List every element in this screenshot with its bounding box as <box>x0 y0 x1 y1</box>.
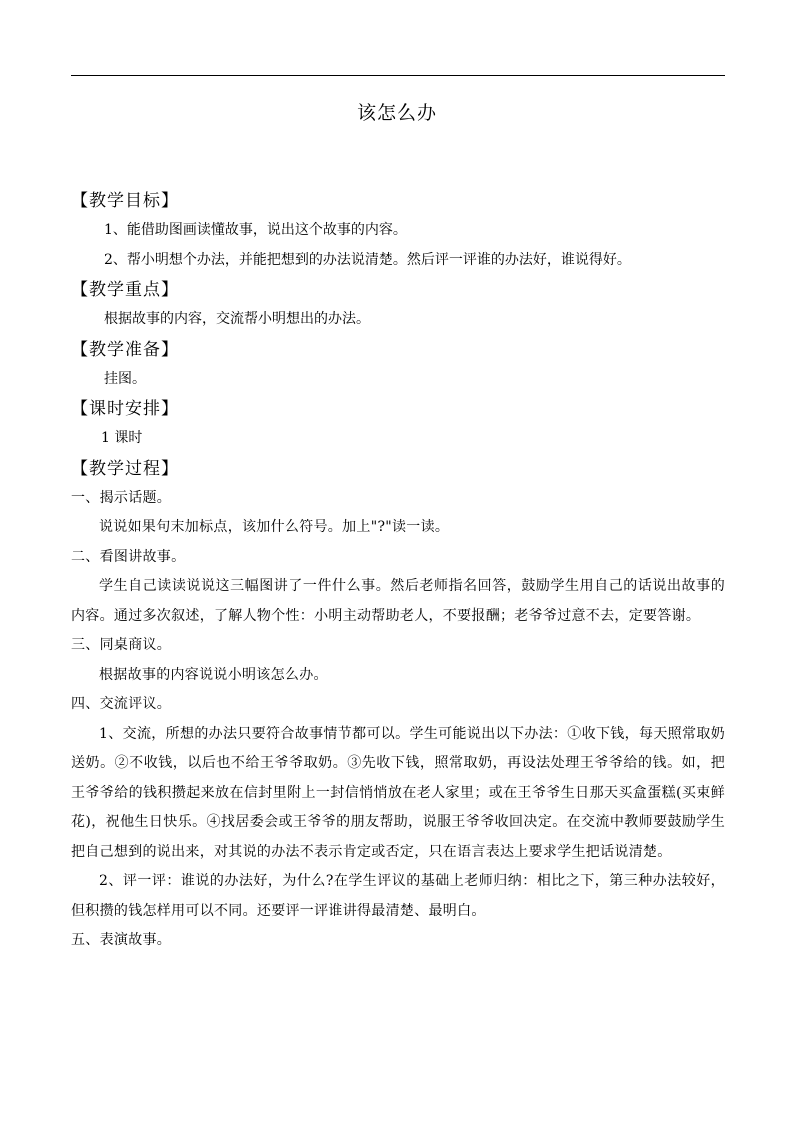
step-title: 五、表演故事。 <box>71 932 172 948</box>
step-text: 1、交流，所想的办法只要符合故事情节都可以。学生可能说出以下办法：①收下钱，每天照常取奶送奶。②不收钱，以后也不给王爷爷取奶。③先收下钱，照常取奶，再设法处理王爷爷给的钱。如，把王爷爷给的钱积攒起来放在信封里附上一封信悄悄放在老人家里；或在王爷爷生日那天买盒蛋糕(买束鲜花)，祝他生日快乐。④找居委会或王爷爷的朋友帮助，说服王爷爷收回决定。在交流中教师要鼓励学生把自己想到的说出来，对其说的办法不表示肯定或否定，只在语言表达上要求学生把话说清楚。 <box>71 725 725 860</box>
step-title: 一、揭示话题。 <box>71 489 172 506</box>
section-heading-key-points: 【教学重点】 <box>71 280 179 300</box>
step-text: 说说如果句末加标点，该加什么符号。加上"?"读一读。 <box>99 519 450 535</box>
section-heading-preparation: 【教学准备】 <box>71 339 179 360</box>
schedule-text: 1 课时 <box>101 430 143 446</box>
step-text: 根据故事的内容说说小明该怎么办。 <box>99 666 328 683</box>
step-title: 三、同桌商议。 <box>71 637 172 653</box>
step-text: 学生自己读读说说这三幅图讲了一件什么事。然后老师指名回答，鼓励学生用自己的话说出故事的内容。通过多次叙述，了解人物个性：小明主动帮助老人，不要报酬；老爷爷过意不去，定要答谢。 <box>71 578 725 624</box>
step-title: 四、交流评议。 <box>71 696 172 712</box>
document-title: 该怎么办 <box>356 102 437 124</box>
preparation-text: 挂图。 <box>104 370 146 387</box>
section-heading-process: 【教学过程】 <box>71 458 179 479</box>
header-rule <box>71 75 725 76</box>
section-heading-schedule: 【课时安排】 <box>71 399 179 419</box>
document-body <box>71 186 725 956</box>
objective-item: 2、帮小明想个办法，并能把想到的办法说清楚。然后评一评谁的办法好，谁说得好。 <box>104 251 631 268</box>
step-text: 2、评一评：谁说的办法好，为什么?在学生评议的基础上老师归纳：相比之下，第三种办法较好，但积攒的钱怎样用可以不同。还要评一评谁讲得最清楚、最明白。 <box>71 873 725 919</box>
step-title: 二、看图讲故事。 <box>71 548 186 565</box>
key-points-text: 根据故事的内容，交流帮小明想出的办法。 <box>104 311 370 327</box>
section-heading-objectives: 【教学目标】 <box>71 191 179 211</box>
objective-item: 1、能借助图画读懂故事，说出这个故事的内容。 <box>104 222 407 238</box>
